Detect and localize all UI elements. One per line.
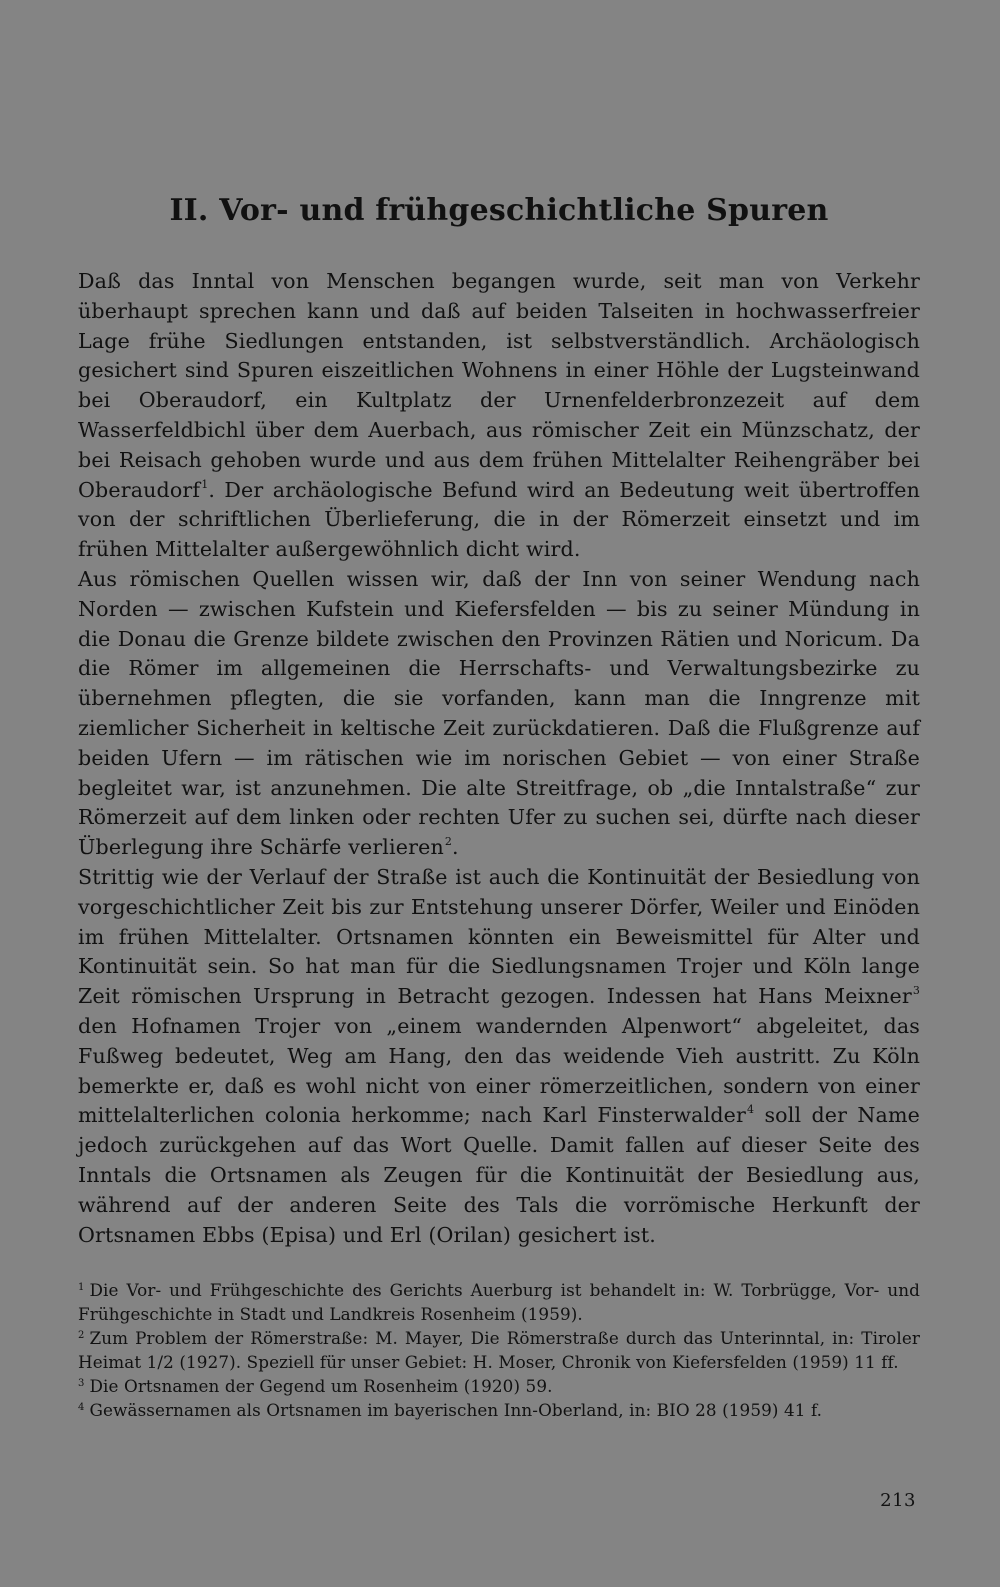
- book-page: [78, 0, 920, 1587]
- footnote-text: Zum Problem der Römerstraße: M. Mayer, Die Römerstraße durch das Unterinntal, in: Tiroler Heimat 1/2 (1927). Speziell für unser Gebiet: H. Moser, Chronik von Kiefersfelden (1959) 11 ff.: [78, 1328, 920, 1372]
- paragraph: [78, 863, 920, 1250]
- footnote-number: 3: [78, 1378, 85, 1389]
- footnote-number: 2: [78, 1330, 85, 1341]
- footnote-ref: 4: [747, 1103, 755, 1117]
- footnote-ref: 1: [201, 477, 209, 491]
- paragraph-text: . Der archäologische Befund wird an Bedeutung weit übertroffen von der schriftlichen Überlieferung, die in der Römerzeit einsetzt und im frühen Mittelalter außergewöhnlich dicht wird.: [78, 477, 920, 562]
- footnote-text: Die Ortsnamen der Gegend um Rosenheim (1920) 59.: [89, 1376, 553, 1396]
- paragraph-text: Aus römischen Quellen wissen wir, daß der Inn von seiner Wendung nach Norden — zwischen Kufstein und Kiefersfelden — bis zu seiner Mündung in die Donau die Grenze bildete zwischen den Provinzen Rätien und Noricum. Da die Römer im allgemeinen die Herrschafts- und Verwaltungsbezirke zu übernehmen pflegten, die sie vorfanden, kann man die Inngrenze mit ziemlicher Sicherheit in keltische Zeit zurückdatieren. Daß die Flußgrenze auf beiden Ufern — im rätischen wie im norischen Gebiet — von einer Straße begleitet war, ist anzunehmen. Die alte Streitfrage, ob „die Inntalstraße“ zur Römerzeit auf dem linken oder rechten Ufer zu suchen sei, dürfte nach dieser Überlegung ihre Schärfe verlieren: [78, 566, 920, 860]
- body-text: [78, 267, 920, 1250]
- footnote-ref: 2: [444, 835, 453, 849]
- footnote: [78, 1326, 920, 1374]
- chapter-title: II. Vor- und frühgeschichtliche Spuren: [169, 193, 829, 228]
- paragraph-text: den Hofnamen Trojer von „einem wandernden Alpenwort“ abgeleitet, das Fußweg bedeutet, Weg am Hang, den das weidende Vieh austritt. Zu Köln bemerkte er, daß es wohl nicht von einer römerzeitlichen, sondern von einer mittelalterlichen colonia herkomme; nach Karl Finsterwalder: [78, 1013, 920, 1128]
- footnote-number: 4: [78, 1402, 85, 1413]
- footnote: [78, 1278, 920, 1326]
- paragraph: [78, 267, 920, 565]
- paragraph-text: .: [452, 835, 459, 860]
- paragraph-text: Strittig wie der Verlauf der Straße ist auch die Kontinuität der Besiedlung von vorgeschichtlicher Zeit bis zur Entstehung unserer Dörfer, Weiler und Einöden im frühen Mittelalter. Ortsnamen könnten ein Beweismittel für Alter und Kontinuität sein. So hat man für die Siedlungsnamen Trojer und Köln lange Zeit römischen Ursprung in Betracht gezogen. Indessen hat Hans Meixner: [78, 864, 920, 1009]
- footnote-number: 1: [78, 1282, 85, 1293]
- footnote-text: Gewässernamen als Ortsnamen im bayerischen Inn-Oberland, in: BIO 28 (1959) 41 f.: [89, 1400, 823, 1420]
- paragraph-text: soll der Name jedoch zurückgehen auf das Wort Quelle. Damit fallen auf dieser Seite des Inntals die Ortsnamen als Zeugen für die Kontinuität der Besiedlung aus, während auf der anderen Seite des Tals die vorrömische Herkunft der Ortsnamen Ebbs (Episa) und Erl (Orilan) gesichert ist.: [78, 1103, 920, 1247]
- footnotes: [78, 1278, 920, 1422]
- footnote-text: Die Vor- und Frühgeschichte des Gerichts Auerburg ist behandelt in: W. Torbrügge, Vor- und Frühgeschichte in Stadt und Landkreis Rosenheim (1959).: [78, 1280, 920, 1324]
- footnote-ref: 3: [912, 984, 920, 998]
- page-number: 213: [880, 1490, 916, 1511]
- footnote: [78, 1374, 920, 1398]
- paragraph-text: Daß das Inntal von Menschen begangen wurde, seit man von Verkehr überhaupt sprechen kann und daß auf beiden Talseiten in hochwasserfreier Lage frühe Siedlungen entstanden, ist selbstverständlich. Archäologisch gesichert sind Spuren eiszeitlichen Wohnens in einer Höhle der Lugsteinwand bei Oberaudorf, ein Kultplatz der Urnenfelderbronzezeit auf dem Wasserfeldbichl über dem Auerbach, aus römischer Zeit ein Münzschatz, der bei Reisach gehoben wurde und aus dem frühen Mittelalter Reihengräber bei Oberaudorf: [78, 269, 920, 502]
- paragraph: [78, 565, 920, 863]
- footnote: [78, 1398, 920, 1422]
